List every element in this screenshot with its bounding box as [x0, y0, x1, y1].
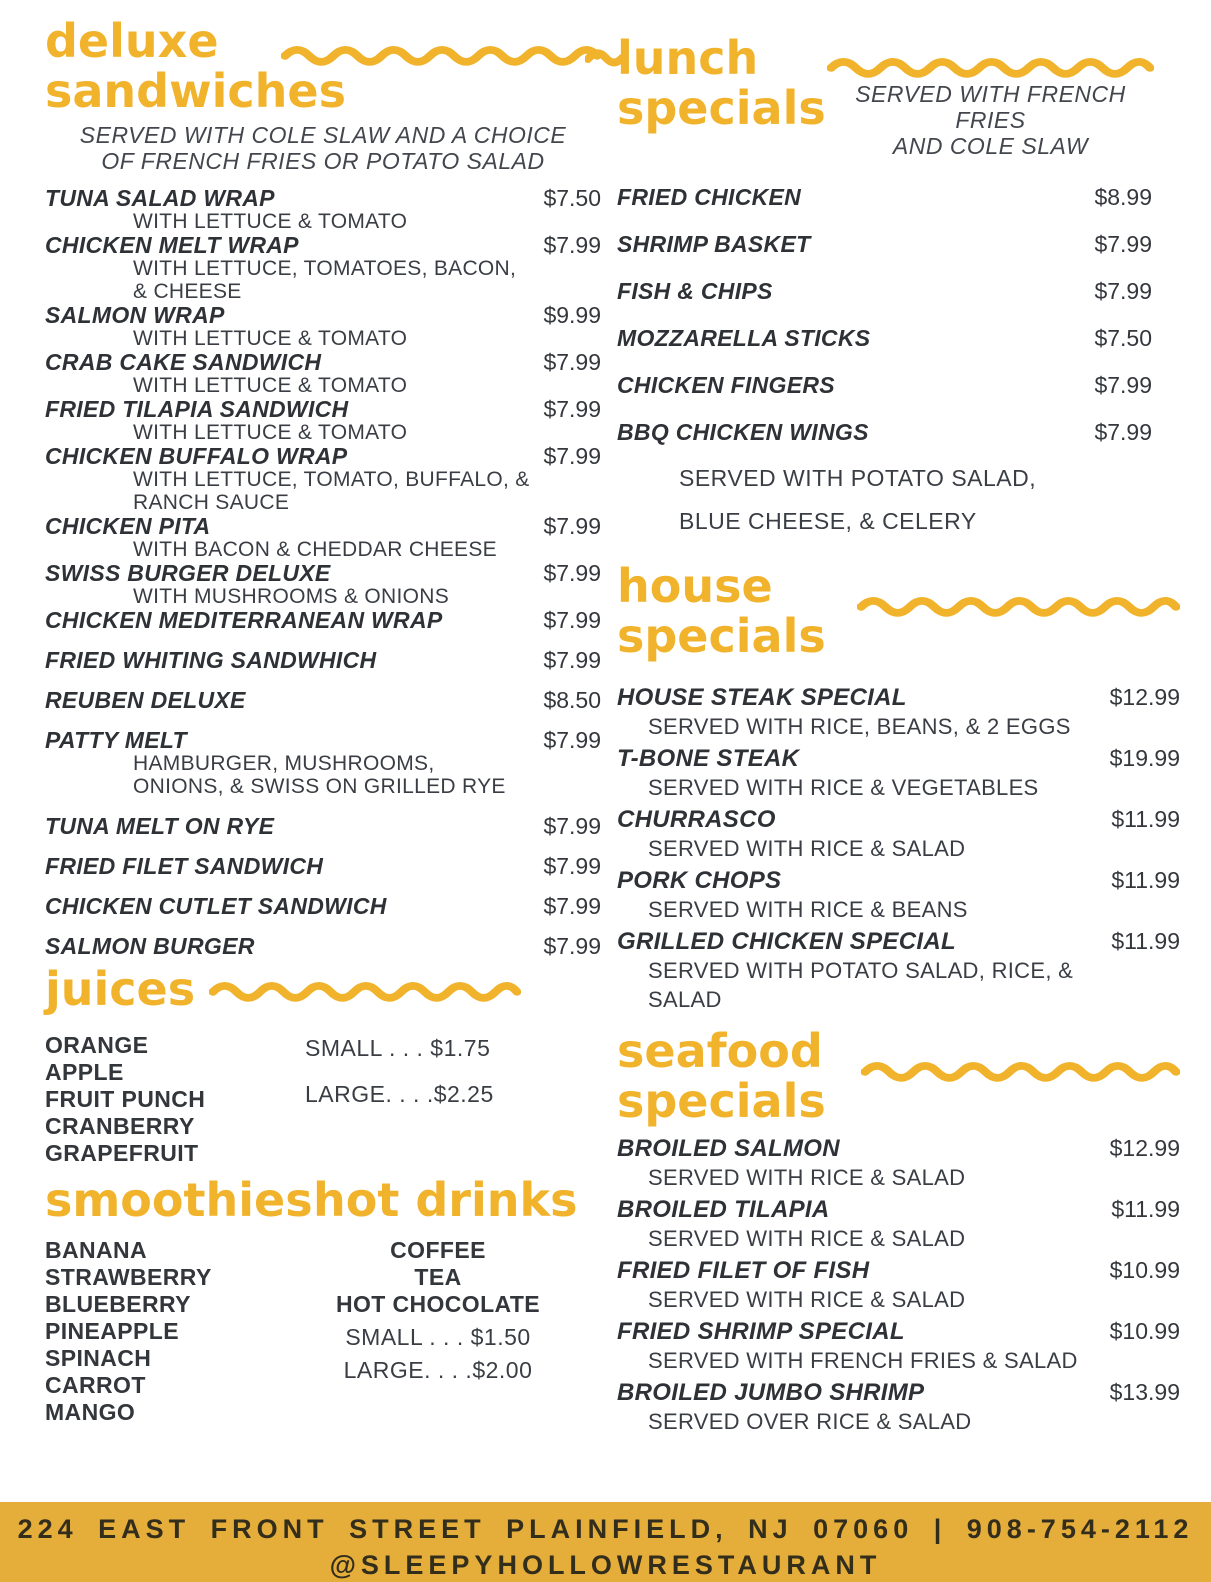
menu-item: [45, 894, 601, 918]
item-desc: WITH LETTUCE & TOMATO: [133, 327, 408, 350]
item-name: TUNA SALAD WRAP: [45, 185, 275, 211]
item-price: $12.99: [1109, 684, 1180, 710]
item-price: $8.50: [543, 687, 601, 713]
item-desc: SERVED WITH RICE & SALAD: [648, 1165, 966, 1190]
item-name: BROILED TILAPIA: [617, 1196, 830, 1223]
item-name: SWISS BURGER DELUXE: [45, 560, 331, 586]
lunch-heading-row: [617, 33, 1180, 159]
item-price: $11.99: [1111, 867, 1180, 893]
item-price: $7.99: [543, 396, 601, 422]
juices-title: [45, 964, 195, 1014]
house-item-list: [617, 683, 1180, 1014]
subtitle-line: AND COLE SLAW: [892, 133, 1089, 159]
juice-flavor: FRUIT PUNCH: [45, 1086, 206, 1112]
smoothies-hotdrinks-row: [45, 1175, 601, 1426]
item-desc: SERVED WITH RICE & SALAD: [648, 1287, 966, 1312]
lunch-subtitle: [827, 81, 1154, 159]
item-price: $8.99: [1094, 184, 1152, 210]
item-name: FRIED FILET SANDWICH: [45, 853, 324, 879]
item-price: $7.99: [543, 933, 601, 959]
squiggle-icon: [861, 1059, 1180, 1083]
item-name: BROILED SALMON: [617, 1135, 840, 1162]
item-price: $9.99: [543, 302, 601, 328]
section-title: juices: [45, 962, 196, 1016]
house-title: [617, 561, 843, 661]
section-hot-drinks: [313, 1173, 578, 1426]
squiggle-icon: [857, 594, 1180, 618]
item-name: CHICKEN CUTLET SANDWICH: [45, 893, 387, 919]
item-price: $10.99: [1109, 1257, 1180, 1283]
item-name: BBQ CHICKEN WINGS: [617, 419, 869, 445]
menu-item: [617, 279, 1152, 303]
size-large: LARGE. . . .$2.00: [343, 1357, 533, 1383]
item-price: $7.99: [543, 853, 601, 879]
deluxe-item-list: [45, 186, 601, 958]
section-title: seafood: [617, 1024, 823, 1078]
item-name: SALMON WRAP: [45, 302, 225, 328]
item-desc: WITH LETTUCE & TOMATO: [133, 374, 408, 397]
menu-item: [45, 444, 601, 514]
item-desc: & CHEESE: [133, 280, 242, 303]
item-price: $7.99: [543, 647, 601, 673]
menu-item: [45, 397, 601, 444]
section-title: deluxe: [45, 14, 219, 68]
section-title: specials: [617, 1074, 826, 1128]
menu-item: [45, 514, 601, 561]
smoothie-flavor: MANGO: [45, 1399, 136, 1425]
item-name: CHICKEN BUFFALO WRAP: [45, 443, 348, 469]
deluxe-heading-row: [45, 16, 601, 116]
item-name: FISH & CHIPS: [617, 278, 773, 304]
item-name: PORK CHOPS: [617, 867, 782, 894]
item-name: BROILED JUMBO SHRIMP: [617, 1379, 925, 1406]
footer-address: 224 EAST FRONT STREET PLAINFIELD, NJ 07060 | 908-754-2112: [17, 1514, 1194, 1544]
item-price: $7.99: [1094, 278, 1152, 304]
item-name: CHURRASCO: [617, 806, 776, 833]
item-price: $7.99: [543, 349, 601, 375]
menu-item: [45, 350, 601, 397]
item-price: $7.99: [1094, 372, 1152, 398]
item-price: $7.99: [543, 893, 601, 919]
menu-item: [617, 1378, 1180, 1436]
menu-item: [617, 927, 1180, 1014]
item-price: $7.99: [543, 727, 601, 753]
item-desc: SERVED WITH POTATO SALAD, RICE, &: [648, 958, 1074, 983]
section-title: specials: [617, 609, 826, 663]
menu-item: [45, 728, 601, 798]
item-price: $7.99: [543, 513, 601, 539]
menu-item: [45, 303, 601, 350]
item-desc: ONIONS, & SWISS ON GRILLED RYE: [133, 775, 506, 798]
subtitle-line: SERVED WITH COLE SLAW AND A CHOICE: [79, 122, 567, 148]
section-title: sandwiches: [45, 64, 346, 118]
lunch-note: SERVED WITH POTATO SALAD,: [679, 465, 1037, 491]
section-house-specials: [617, 561, 1180, 1014]
juices-body: [45, 1032, 601, 1167]
item-name: FRIED WHITING SANDWHICH: [45, 647, 377, 673]
seafood-heading-row: [617, 1026, 1180, 1126]
item-name: REUBEN DELUXE: [45, 687, 246, 713]
smoothie-flavor-list: [45, 1237, 313, 1426]
section-seafood-specials: [617, 1026, 1180, 1436]
item-price: $7.99: [1094, 419, 1152, 445]
squiggle-wrap: [857, 594, 1180, 618]
menu-item: [617, 420, 1152, 444]
squiggle-wrap: [861, 1059, 1180, 1083]
menu-item: [617, 232, 1152, 256]
juice-flavor: ORANGE: [45, 1032, 149, 1058]
item-price: $7.99: [1094, 231, 1152, 257]
juices-heading-row: [45, 964, 601, 1014]
item-desc: WITH LETTUCE & TOMATO: [133, 421, 408, 444]
item-desc: SALAD: [648, 987, 722, 1012]
menu-item: [617, 866, 1180, 924]
squiggle-wrap: [209, 979, 521, 1003]
right-column: [617, 0, 1180, 1439]
menu-item: [617, 1317, 1180, 1375]
hot-drink-list: [313, 1237, 563, 1384]
menu-item: [617, 1134, 1180, 1192]
item-price: $7.99: [543, 560, 601, 586]
left-column: [45, 0, 601, 1426]
seafood-item-list: [617, 1134, 1180, 1436]
smoothie-flavor: BLUEBERRY: [45, 1291, 191, 1317]
menu-item: [617, 805, 1180, 863]
item-desc: SERVED WITH RICE & SALAD: [648, 836, 966, 861]
lunch-item-list: [617, 185, 1180, 444]
item-price: $10.99: [1109, 1318, 1180, 1344]
item-name: SALMON BURGER: [45, 933, 255, 959]
deluxe-subtitle: [45, 122, 601, 174]
size-small: SMALL . . . $1.75: [305, 1035, 491, 1061]
squiggle-wrap: [827, 55, 1154, 159]
juice-flavor: CRANBERRY: [45, 1113, 195, 1139]
item-price: $12.99: [1109, 1135, 1180, 1161]
item-price: $19.99: [1109, 745, 1180, 771]
item-price: $11.99: [1111, 1196, 1180, 1222]
item-desc: SERVED OVER RICE & SALAD: [648, 1409, 972, 1434]
section-deluxe-sandwiches: [45, 16, 601, 958]
menu-item: [45, 233, 601, 303]
squiggle-icon: [827, 55, 1154, 79]
seafood-title: [617, 1026, 847, 1126]
smoothie-flavor: PINEAPPLE: [45, 1318, 179, 1344]
size-large: LARGE. . . .$2.25: [305, 1081, 494, 1107]
item-desc: SERVED WITH RICE, BEANS, & 2 EGGS: [648, 714, 1071, 739]
item-desc: HAMBURGER, MUSHROOMS,: [133, 752, 435, 775]
menu-item: [45, 934, 601, 958]
item-name: CHICKEN FINGERS: [617, 372, 835, 398]
menu-item: [617, 326, 1152, 350]
smoothie-flavor: BANANA: [45, 1237, 148, 1263]
item-price: $11.99: [1111, 928, 1180, 954]
menu-item: [45, 561, 601, 608]
item-desc: WITH BACON & CHEDDAR CHEESE: [133, 538, 497, 561]
lunch-title: [617, 31, 826, 135]
item-name: GRILLED CHICKEN SPECIAL: [617, 928, 956, 955]
item-desc: WITH LETTUCE, TOMATOES, BACON,: [133, 257, 517, 280]
item-desc: WITH LETTUCE & TOMATO: [133, 210, 408, 233]
footer-bar: [0, 1502, 1211, 1582]
menu-item: [617, 744, 1180, 802]
section-smoothies: [45, 1175, 313, 1426]
item-price: $11.99: [1111, 806, 1180, 832]
subtitle-line: SERVED WITH FRENCH FRIES: [855, 81, 1126, 133]
menu-item: [45, 688, 601, 712]
section-juices: [45, 964, 601, 1167]
item-name: CRAB CAKE SANDWICH: [45, 349, 322, 375]
juice-flavor-list: [45, 1032, 305, 1167]
item-desc: WITH MUSHROOMS & ONIONS: [133, 585, 450, 608]
smoothie-flavor: SPINACH: [45, 1345, 152, 1371]
smoothie-flavor: STRAWBERRY: [45, 1264, 212, 1290]
item-desc: SERVED WITH RICE & BEANS: [648, 897, 968, 922]
squiggle-icon: [209, 979, 521, 1003]
item-name: FRIED SHRIMP SPECIAL: [617, 1318, 905, 1345]
item-name: FRIED TILAPIA SANDWICH: [45, 396, 349, 422]
smoothie-flavor: CARROT: [45, 1372, 146, 1398]
menu-item: [45, 854, 601, 878]
juice-flavor: APPLE: [45, 1059, 124, 1085]
item-name: CHICKEN PITA: [45, 513, 211, 539]
hot-drink-sizes: [313, 1324, 563, 1384]
menu-item: [45, 648, 601, 672]
juice-flavor: GRAPEFRUIT: [45, 1140, 199, 1166]
item-price: $7.99: [543, 443, 601, 469]
item-price: $7.50: [543, 185, 601, 211]
juice-size-list: [305, 1036, 494, 1167]
menu-item: [617, 185, 1152, 209]
item-name: HOUSE STEAK SPECIAL: [617, 684, 907, 711]
section-title: hot drinks: [313, 1173, 578, 1227]
item-desc: RANCH SAUCE: [133, 491, 290, 514]
section-title: specials: [617, 81, 826, 135]
section-title: smoothies: [45, 1173, 313, 1227]
menu-item: [617, 683, 1180, 741]
menu-item: [45, 814, 601, 838]
section-lunch-specials: [617, 33, 1180, 533]
size-small: SMALL . . . $1.50: [345, 1324, 531, 1350]
item-name: FRIED FILET OF FISH: [617, 1257, 870, 1284]
squiggle-tail-icon: [585, 46, 625, 68]
item-name: FRIED CHICKEN: [617, 184, 802, 210]
item-name: SHRIMP BASKET: [617, 231, 811, 257]
hot-drink-item: HOT CHOCOLATE: [335, 1291, 541, 1317]
item-desc: WITH LETTUCE, TOMATO, BUFFALO, &: [133, 468, 530, 491]
hot-drink-item: COFFEE: [390, 1237, 486, 1263]
menu-item: [617, 1256, 1180, 1314]
menu-item: [617, 1195, 1180, 1253]
item-name: PATTY MELT: [45, 727, 187, 753]
item-price: $13.99: [1109, 1379, 1180, 1405]
footer-social-handle: @SLEEPYHOLLOWRESTAURANT: [329, 1550, 882, 1580]
item-name: TUNA MELT ON RYE: [45, 813, 275, 839]
item-desc: SERVED WITH RICE & SALAD: [648, 1226, 966, 1251]
item-name: CHICKEN MEDITERRANEAN WRAP: [45, 607, 443, 633]
item-price: $7.99: [543, 607, 601, 633]
menu-item: [617, 373, 1152, 397]
lunch-note: BLUE CHEESE, & CELERY: [679, 508, 977, 534]
item-name: CHICKEN MELT WRAP: [45, 232, 299, 258]
menu-item: [45, 608, 601, 632]
section-title: lunch: [617, 31, 759, 85]
menu-item: [45, 186, 601, 233]
hot-drink-item: TEA: [414, 1264, 462, 1290]
item-name: MOZZARELLA STICKS: [617, 325, 871, 351]
item-price: $7.99: [543, 813, 601, 839]
item-desc: SERVED WITH FRENCH FRIES & SALAD: [648, 1348, 1078, 1373]
item-price: $7.99: [543, 232, 601, 258]
section-title: house: [617, 559, 773, 613]
house-heading-row: [617, 561, 1180, 661]
subtitle-line: OF FRENCH FRIES OR POTATO SALAD: [101, 148, 545, 174]
item-desc: SERVED WITH RICE & VEGETABLES: [648, 775, 1039, 800]
item-name: T-BONE STEAK: [617, 745, 800, 772]
deluxe-title: [45, 14, 346, 118]
item-price: $7.50: [1094, 325, 1152, 351]
